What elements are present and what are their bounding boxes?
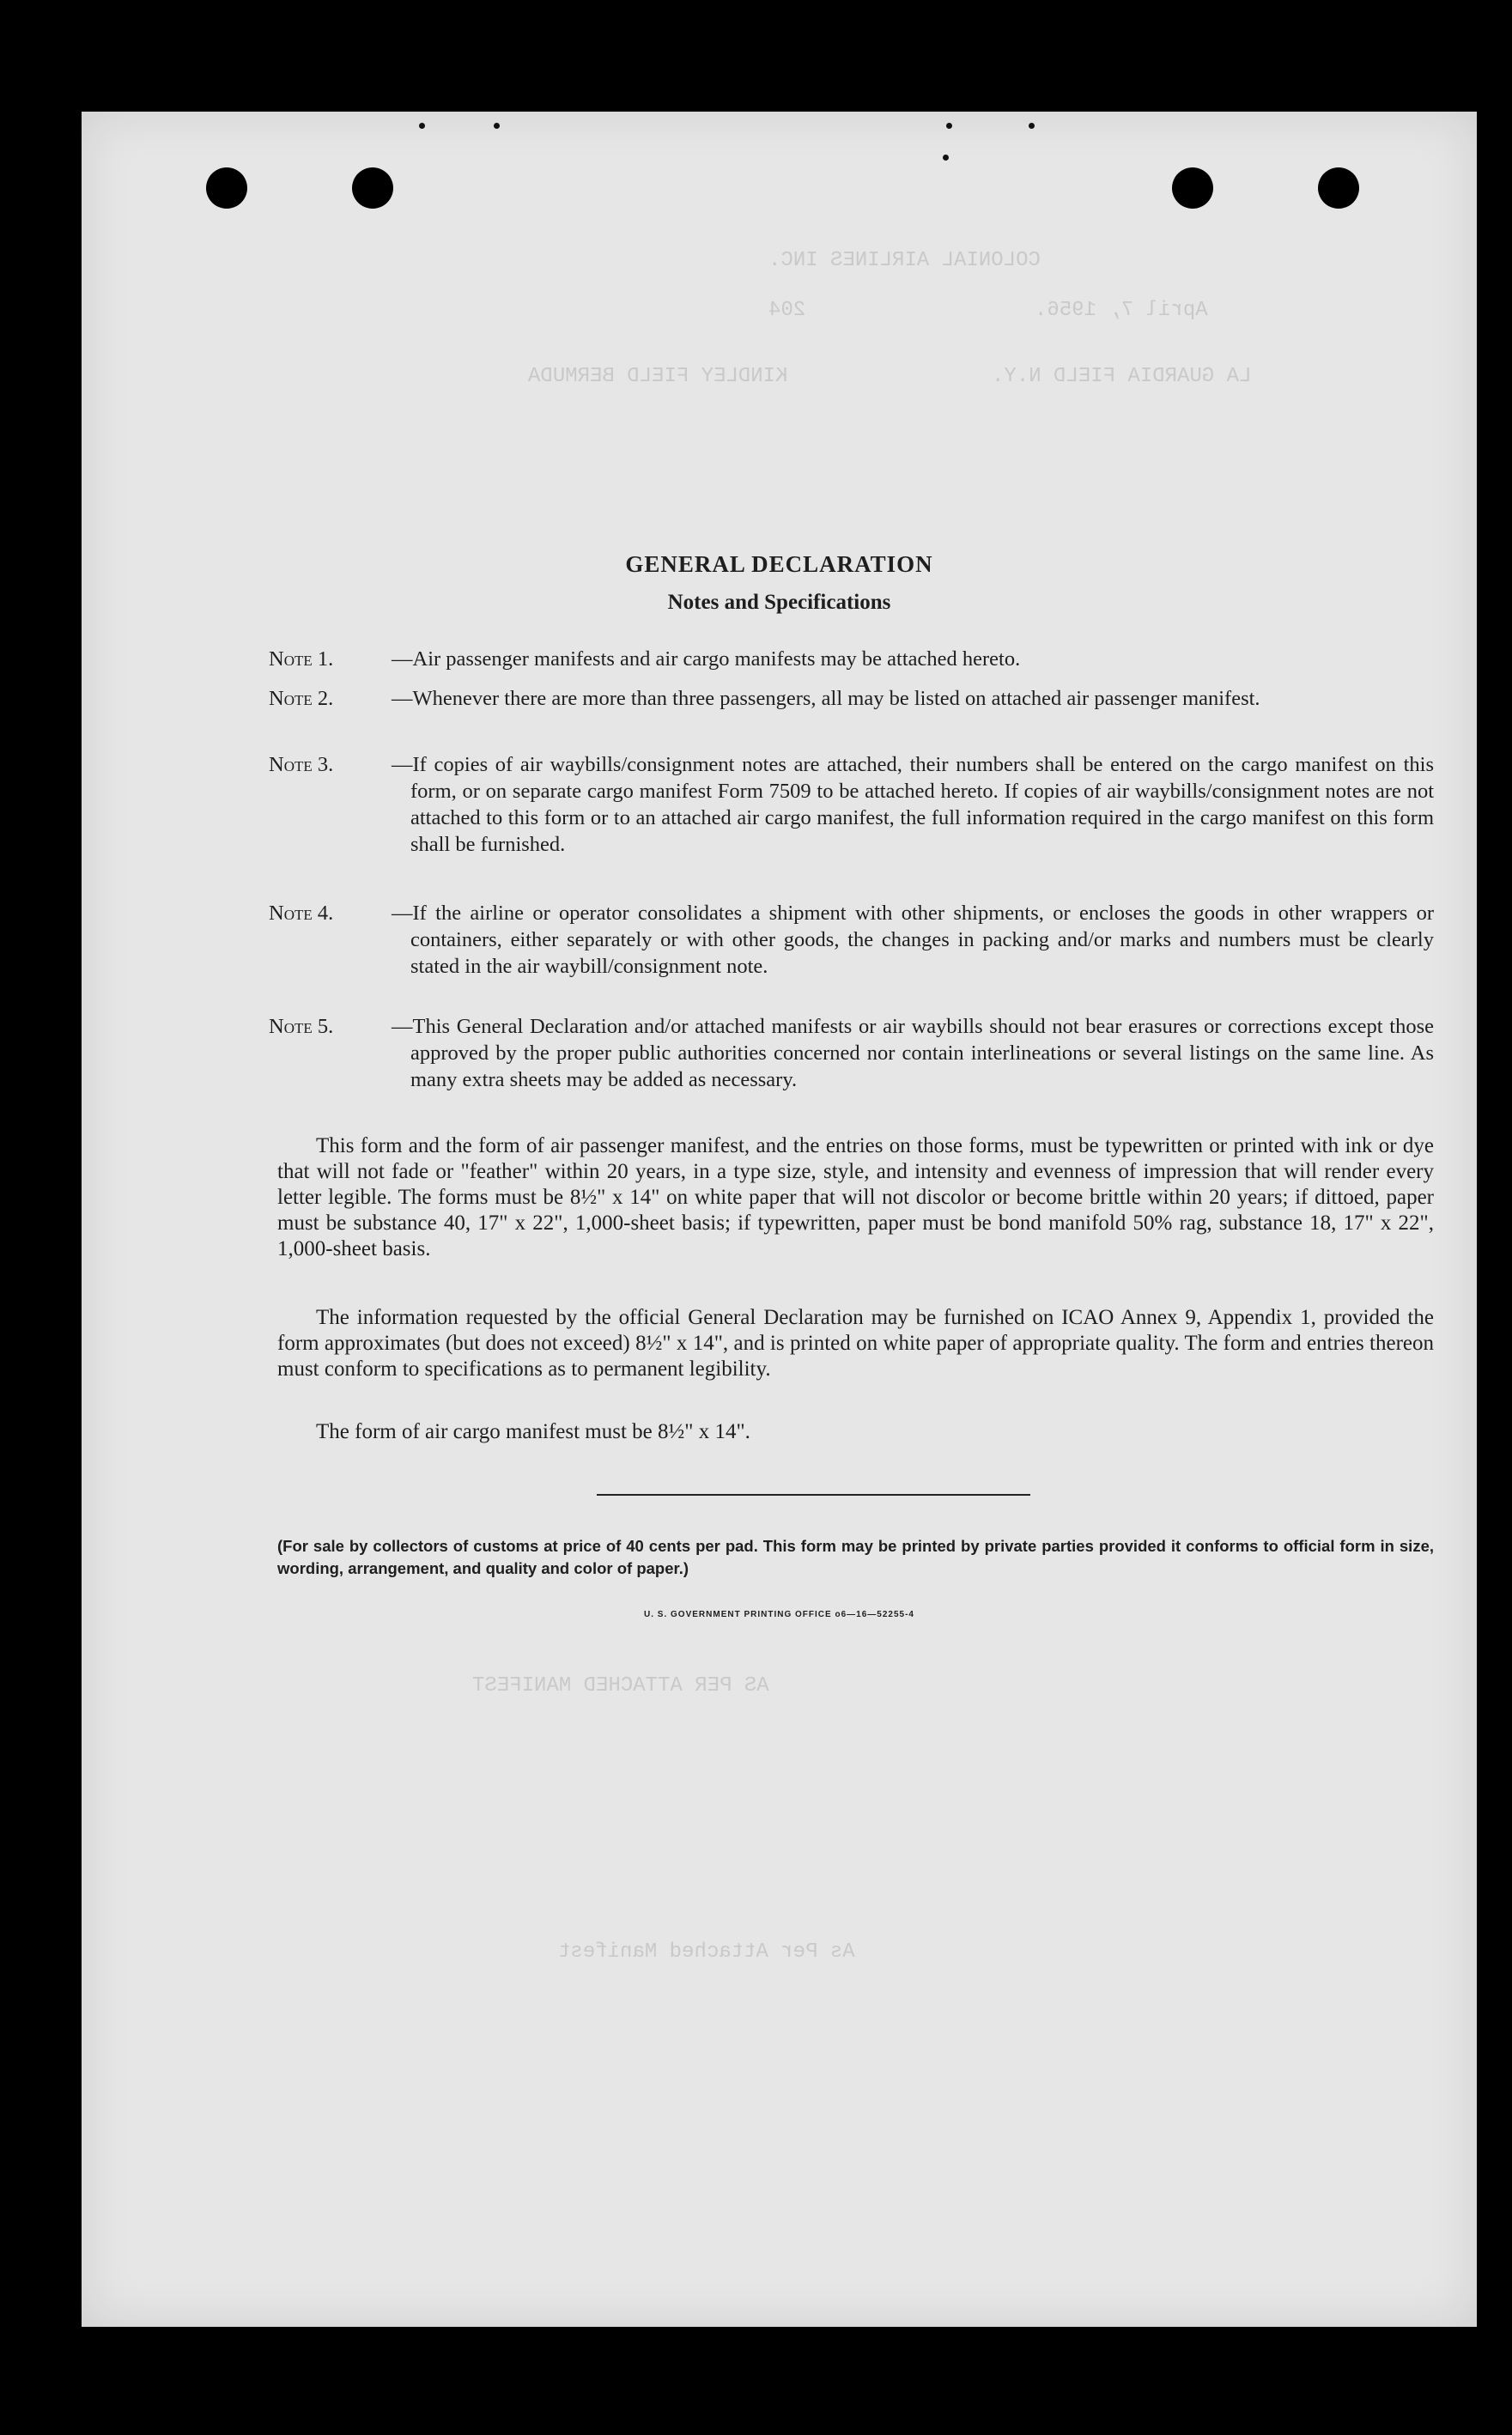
page-subtitle: Notes and Specifications (667, 591, 891, 614)
note-1 (269, 646, 1434, 672)
speck (419, 123, 425, 129)
note-text: —Whenever there are more than three passengers, all may be listed on attached air passenger manifest. (392, 687, 1260, 710)
speck (494, 123, 500, 129)
bleed-date: April 7, 1956. (1035, 299, 1208, 322)
bleed-destination: LA GUARDIA FIELD N.Y. (992, 365, 1252, 388)
speck (946, 123, 952, 129)
punch-hole-right-1 (1172, 167, 1213, 209)
bleed-origin: KINDLEY FIELD BERMUDA (528, 365, 788, 388)
sale-note: (For sale by collectors of customs at price of 40 cents per pad. This form may be printed by private parties provided it conforms to official form in size, wording, arrangement, and quality and color of paper.) (277, 1537, 1434, 1577)
note-2 (269, 685, 1434, 712)
note-text: —This General Declaration and/or attached manifests or air waybills should not bear erasures or corrections except those approved by the proper public authorities concerned nor contain interlineations or several listings on the same line. As many extra sheets may be added as necessary. (392, 1015, 1434, 1091)
document-page (82, 112, 1477, 2327)
note-text: —Air passenger manifests and air cargo manifests may be attached hereto. (392, 647, 1021, 671)
divider-rule (597, 1494, 1030, 1496)
note-3 (269, 751, 1434, 858)
note-label: Note 4. (269, 902, 334, 925)
note-4 (269, 900, 1434, 980)
page-title: GENERAL DECLARATION (625, 551, 933, 577)
note-label: Note 2. (269, 687, 334, 710)
note-label: Note 5. (269, 1015, 334, 1038)
bleed-manifest-2: As Per Attached Manifest (558, 1940, 855, 1964)
punch-hole-right-2 (1318, 167, 1359, 209)
punch-hole-left-1 (206, 167, 247, 209)
punch-hole-left-2 (352, 167, 393, 209)
speck (1029, 123, 1035, 129)
paragraph-form-requirements: This form and the form of air passenger manifest, and the entries on those forms, must be typewritten or printed with ink or dye that will not fade or "feather" within 20 years, in a type size, style, and intensity and evenness of impression that will render every letter legible. The forms must be 8½" x 14" on white paper that will not discolor or become brittle within 20 years; if dittoed, paper must be substance 40, 17" x 22", 1,000-sheet basis; if typewritten, paper must be bond manifold 50% rag, substance 18, 17" x 22", 1,000-sheet basis. (277, 1134, 1434, 1260)
paragraph-icao-annex: The information requested by the official General Declaration may be furnished on ICAO Annex 9, Appendix 1, provided the form approximates (but does not exceed) 8½" x 14", and is printed on white paper of appropriate quality. The form and entries thereon must conform to specifications as to permanent legibility. (277, 1306, 1434, 1381)
note-label: Note 1. (269, 647, 334, 671)
note-text: —If copies of air waybills/consignment notes are attached, their numbers shall be entered on the cargo manifest on this form, or on separate cargo manifest Form 7509 to be attached hereto. If copies of air waybills/consignment notes are not attached to this form or to an attached air cargo manifest, the full information required in the cargo manifest on this form shall be furnished. (392, 753, 1434, 856)
note-text: —If the airline or operator consolidates a shipment with other shipments, or encloses the goods in other wrappers or containers, either separately or with other goods, the changes in packing and/or marks and numbers must be clearly stated in the air waybill/consignment note. (392, 902, 1434, 978)
bleed-flight: 204 (768, 299, 806, 322)
paragraph-cargo-manifest-size: The form of air cargo manifest must be 8½" x 14". (316, 1420, 750, 1443)
bleed-manifest-1: AS PER ATTACHED MANIFEST (472, 1674, 769, 1697)
speck (943, 155, 949, 161)
printer-imprint: U. S. GOVERNMENT PRINTING OFFICE o6—16—52255-4 (644, 1610, 914, 1619)
note-label: Note 3. (269, 753, 334, 776)
note-5 (269, 1013, 1434, 1093)
bleed-company: COLONIAL AIRLINES INC. (768, 249, 1041, 272)
